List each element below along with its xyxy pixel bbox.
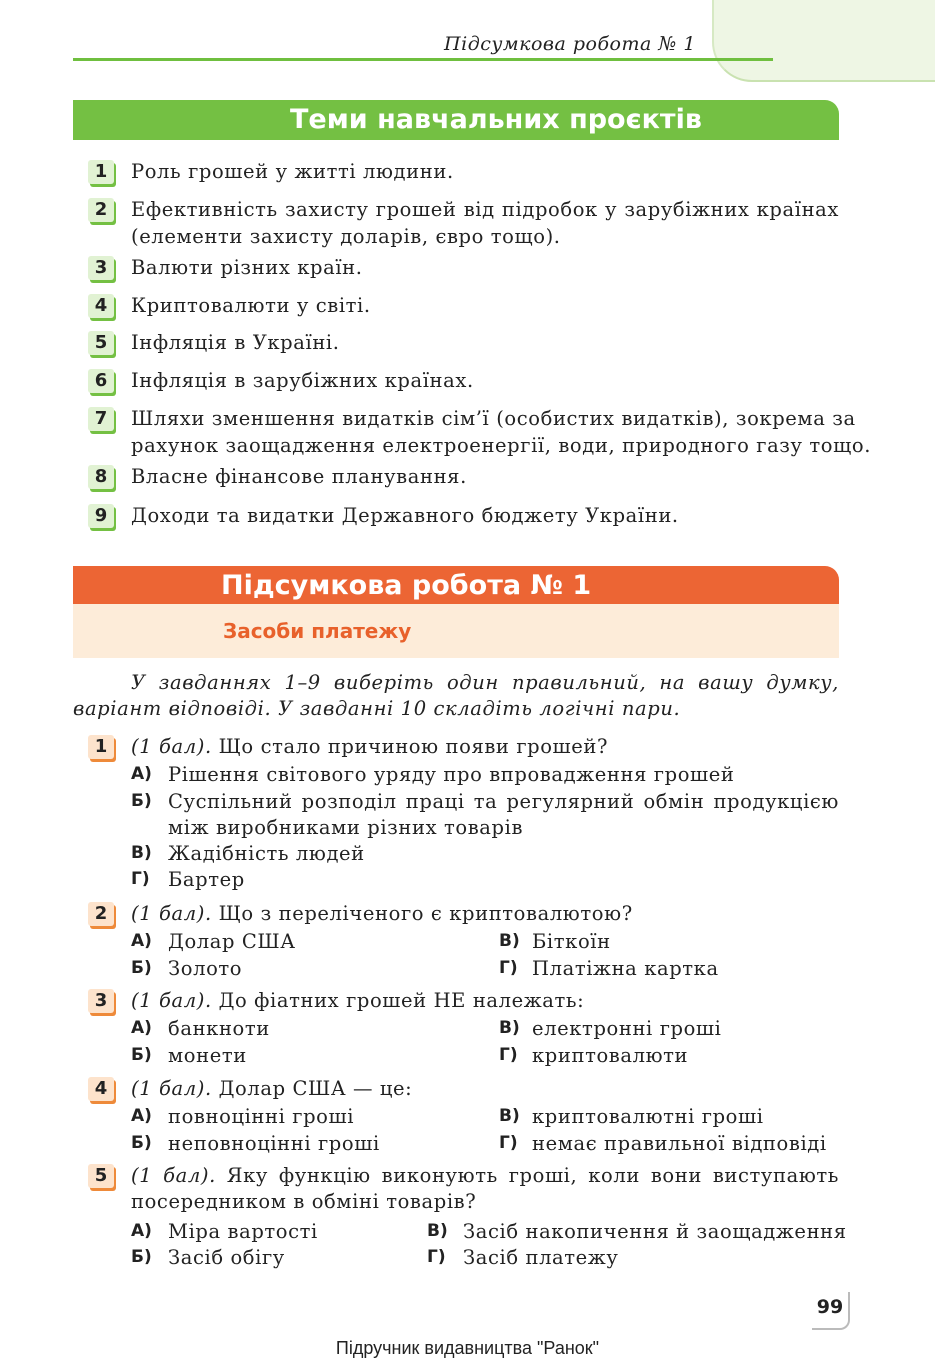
test-title: Підсумкова робота № 1 (73, 566, 839, 606)
option-letter: В) (499, 1018, 520, 1038)
test-subtitle: Засоби платежу (73, 604, 839, 658)
question-points: (1 бал). (131, 735, 212, 758)
question-body: Долар США — це: (218, 1077, 413, 1100)
option-letter: В) (499, 931, 520, 951)
question-text: посередником в обміні товарів? (131, 1190, 477, 1213)
option-text: Міра вартості (168, 1220, 318, 1243)
option-text: між виробниками різних товарів (168, 816, 524, 839)
question-number: 5 (88, 1164, 114, 1188)
option-text: Засіб платежу (463, 1246, 619, 1269)
instructions: У завданнях 1–9 виберіть один правильний, на вашу думку, (131, 671, 839, 694)
option-letter: Б) (131, 1247, 152, 1267)
question-number: 2 (88, 902, 114, 926)
option-text: Бартер (168, 868, 245, 891)
header-rule (73, 58, 773, 61)
question-text (131, 1162, 839, 1189)
question-body: Що стало причиною появи грошей? (218, 735, 609, 758)
option-letter: В) (499, 1106, 520, 1126)
project-text: Криптовалюти у світі. (131, 294, 371, 317)
publisher-footer: Підручник видавництва "Ранок" (335, 1338, 600, 1358)
question-points: (1 бал). (131, 902, 212, 925)
project-text: Інфляція в Україні. (131, 331, 340, 354)
running-title: Підсумкова робота № 1 (444, 33, 696, 55)
option-letter: В) (131, 843, 152, 863)
question-body: До фіатних грошей НЕ належать: (218, 989, 585, 1012)
question-body: Яку функцію виконують гроші, коли вони виступають (226, 1164, 839, 1187)
instructions: варіант відповіді. У завданні 10 складіть логічні пари. (73, 697, 681, 720)
option-text: Золото (168, 957, 243, 980)
project-number: 8 (88, 465, 114, 489)
question-number: 3 (88, 989, 114, 1013)
option-text: Платіжна картка (532, 957, 719, 980)
option-letter: Б) (131, 791, 152, 811)
question-points: (1 бал). (131, 1077, 212, 1100)
option-text: криптовалютні гроші (532, 1105, 764, 1128)
question-text (131, 1075, 839, 1102)
option-letter: Б) (131, 958, 152, 978)
question-number: 1 (88, 735, 114, 759)
page-number: 99 (812, 1292, 850, 1330)
option-text: Біткоїн (532, 930, 611, 953)
option-text: криптовалюти (532, 1044, 689, 1067)
project-text: рахунок заощадження електроенергії, води, природного газу тощо. (131, 434, 872, 457)
corner-tab (712, 0, 935, 82)
question-body: Що з переліченого є криптовалютою? (218, 902, 633, 925)
option-letter: Б) (131, 1045, 152, 1065)
option-text: електронні гроші (532, 1017, 722, 1040)
option-letter: Г) (499, 1133, 518, 1153)
option-letter: А) (131, 931, 152, 951)
project-number: 7 (88, 407, 114, 431)
project-text: (елементи захисту доларів, євро тощо). (131, 225, 561, 248)
option-text: Долар США (168, 930, 296, 953)
project-number: 6 (88, 369, 114, 393)
option-letter: Б) (131, 1133, 152, 1153)
project-number: 3 (88, 256, 114, 280)
option-text: Засіб накопичення й заощадження (463, 1220, 847, 1243)
project-number: 5 (88, 331, 114, 355)
project-text: Валюти різних країн. (131, 256, 363, 279)
option-letter: Г) (427, 1247, 446, 1267)
option-letter: Г) (131, 869, 150, 889)
project-text: Ефективність захисту грошей від підробок у зарубіжних країнах (131, 198, 839, 221)
project-text: Інфляція в зарубіжних країнах. (131, 369, 474, 392)
question-points: (1 бал). (131, 989, 212, 1012)
option-letter: Г) (499, 1045, 518, 1065)
question-points: (1 бал). (131, 1164, 216, 1187)
project-text: Шляхи зменшення видатків сім’ї (особистих видатків), зокрема за (131, 407, 856, 430)
project-text: Роль грошей у житті людини. (131, 160, 454, 183)
project-text: Власне фінансове планування. (131, 465, 467, 488)
option-letter: Г) (499, 958, 518, 978)
question-text (131, 900, 839, 927)
option-letter: А) (131, 1221, 152, 1241)
project-number: 9 (88, 504, 114, 528)
option-text: Жадібність людей (168, 842, 365, 865)
project-number: 4 (88, 294, 114, 318)
option-text: монети (168, 1044, 247, 1067)
option-text: Рішення світового уряду про впровадження грошей (168, 763, 735, 786)
option-text: Засіб обігу (168, 1246, 285, 1269)
option-text: немає правильної відповіді (532, 1132, 827, 1155)
project-text: Доходи та видатки Державного бюджету України. (131, 504, 679, 527)
option-text: неповноцінні гроші (168, 1132, 380, 1155)
option-text: повноцінні гроші (168, 1105, 355, 1128)
project-number: 1 (88, 160, 114, 184)
option-letter: А) (131, 1106, 152, 1126)
question-text (131, 987, 839, 1014)
option-letter: А) (131, 1018, 152, 1038)
option-letter: В) (427, 1221, 448, 1241)
option-letter: А) (131, 764, 152, 784)
project-number: 2 (88, 198, 114, 222)
projects-title: Теми навчальних проєктів (73, 100, 839, 140)
option-text: Суспільний розподіл праці та регулярний обмін продукцією (168, 790, 839, 813)
question-number: 4 (88, 1077, 114, 1101)
question-text (131, 733, 839, 760)
option-text: банкноти (168, 1017, 270, 1040)
